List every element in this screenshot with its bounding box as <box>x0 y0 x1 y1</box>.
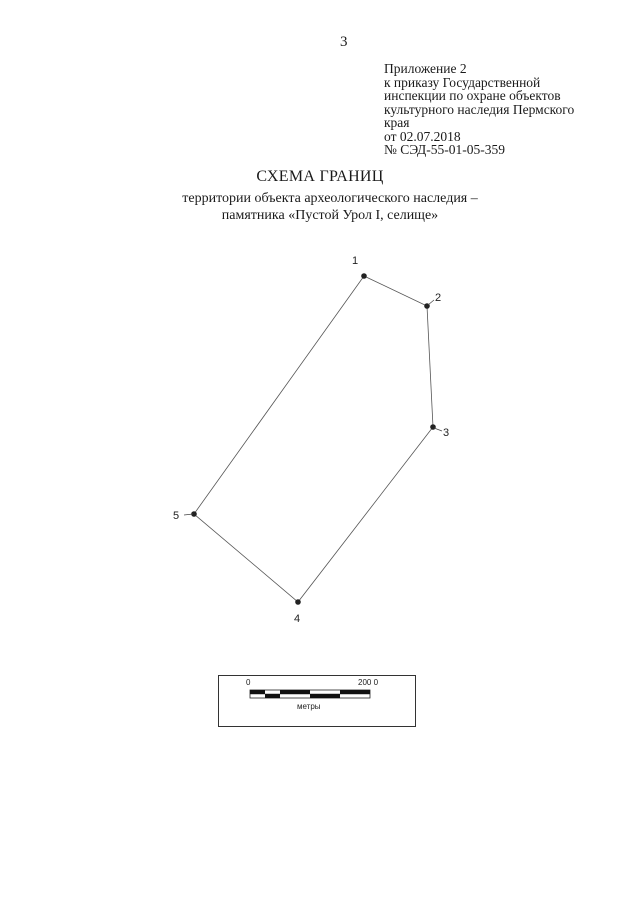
subtitle-line: памятника «Пустой Урол I, селище» <box>221 208 439 223</box>
boundary-point-4 <box>295 599 301 605</box>
appendix-line: инспекции по охране объектов <box>384 88 561 103</box>
appendix-line: к приказу Государственной <box>384 74 541 90</box>
boundary-point-3 <box>430 424 436 430</box>
page-number: 3 <box>340 34 348 50</box>
appendix-line: от 02.07.2018 <box>384 128 461 144</box>
scale-start-label: 0 <box>246 678 251 687</box>
scheme-title: СХЕМА ГРАНИЦ <box>256 168 384 185</box>
appendix-line: края <box>384 115 410 130</box>
subtitle-line: территории объекта археологического наследия – <box>182 191 478 206</box>
scale-bar <box>218 675 416 727</box>
appendix-line: культурного наследия Пермского <box>384 101 575 117</box>
boundary-point-1 <box>361 273 367 279</box>
point-label-4: 4 <box>294 613 301 625</box>
scale-bar-graphic <box>219 676 415 726</box>
boundary-polygon <box>194 276 433 602</box>
scale-end-label: 200 0 <box>358 678 379 687</box>
scale-unit-label: метры <box>297 702 321 711</box>
appendix-line: Приложение 2 <box>384 61 467 76</box>
point-leader-3 <box>434 428 442 431</box>
point-leader-2 <box>428 300 434 305</box>
point-label-3: 3 <box>443 427 450 439</box>
point-label-1: 1 <box>352 255 359 267</box>
point-label-5: 5 <box>173 510 180 522</box>
point-label-2: 2 <box>435 292 442 304</box>
appendix-line: № СЭД-55-01-05-359 <box>384 142 505 157</box>
